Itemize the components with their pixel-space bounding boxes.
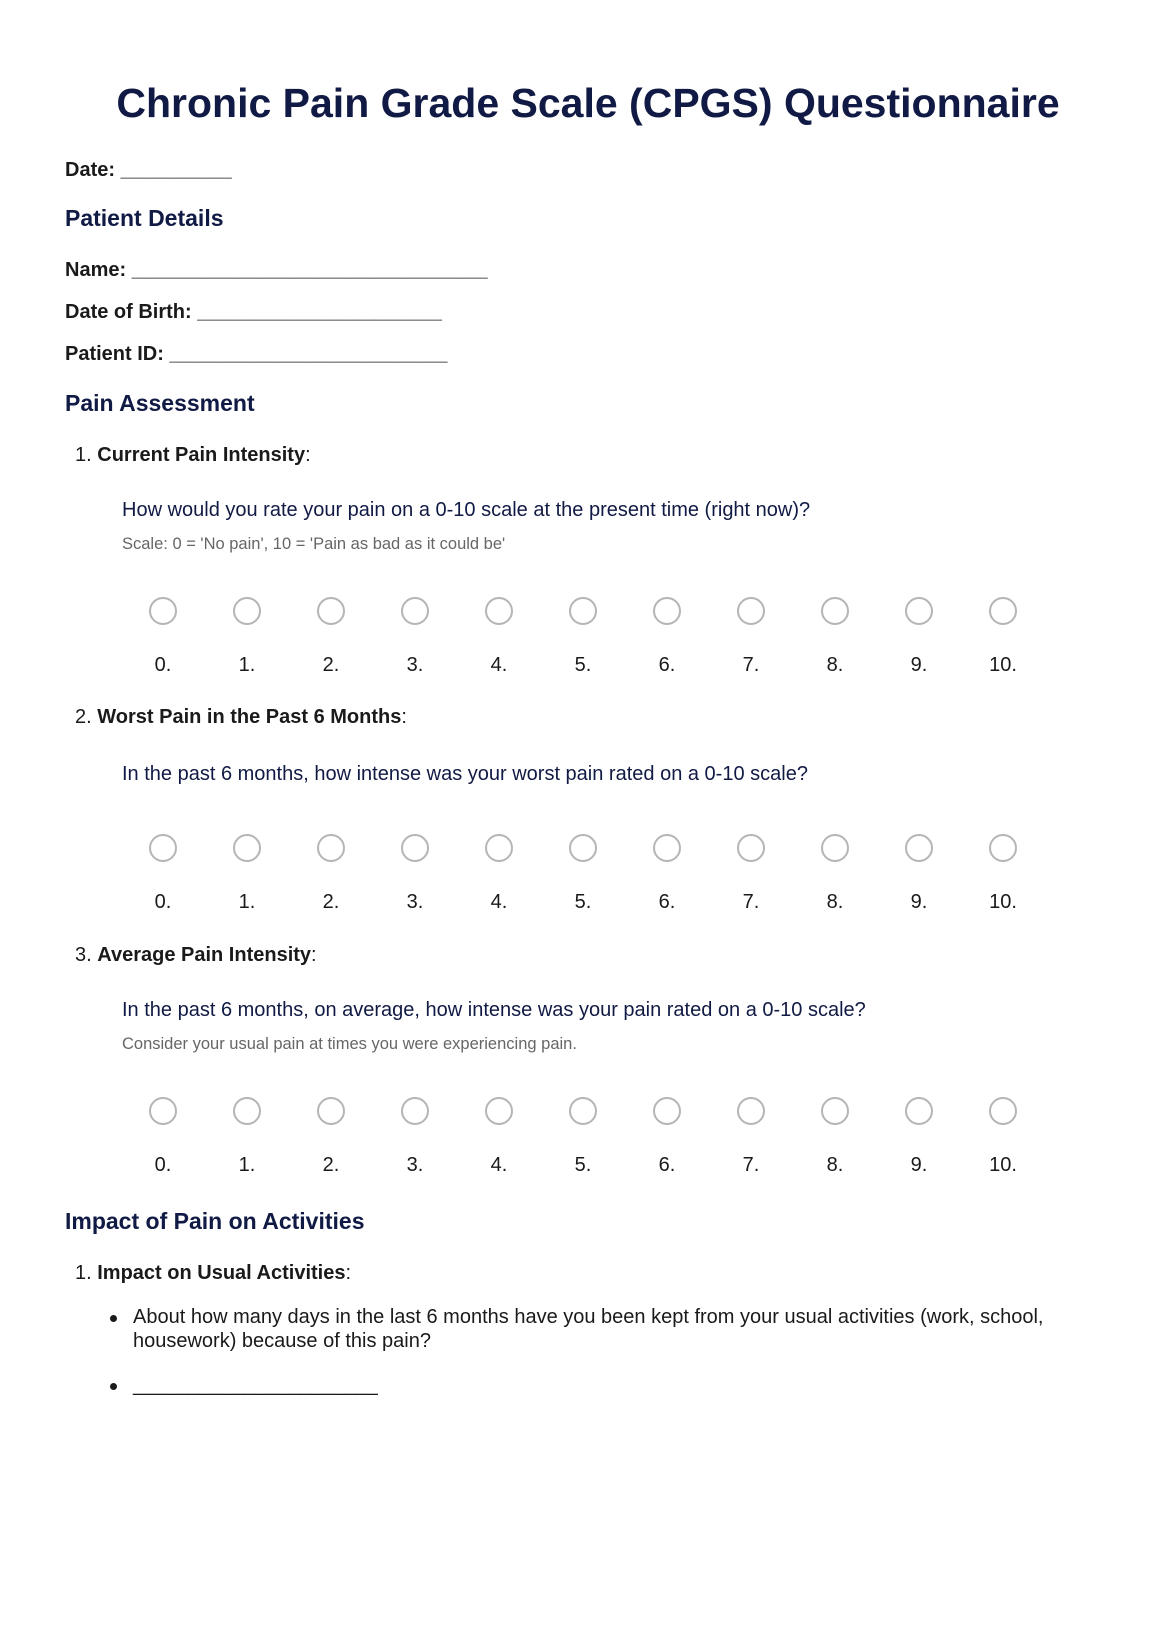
rating-label: 1. xyxy=(238,891,256,913)
radio-circle-icon[interactable] xyxy=(233,834,261,862)
question-3-note: Consider your usual pain at times you were experiencing pain. xyxy=(122,1035,577,1053)
radio-circle-icon[interactable] xyxy=(821,597,849,625)
pain-assessment-heading: Pain Assessment xyxy=(65,390,255,416)
radio-circle-icon[interactable] xyxy=(485,834,513,862)
rating-label: 2. xyxy=(322,654,340,676)
rating-option-5[interactable] xyxy=(553,597,613,677)
radio-circle-icon[interactable] xyxy=(401,1097,429,1125)
radio-circle-icon[interactable] xyxy=(317,834,345,862)
rating-label: 7. xyxy=(742,1154,760,1176)
question-2-title: 2. Worst Pain in the Past 6 Months: xyxy=(75,706,407,728)
radio-circle-icon[interactable] xyxy=(233,597,261,625)
rating-label: 6. xyxy=(658,654,676,676)
rating-option-7[interactable] xyxy=(721,834,781,914)
radio-circle-icon[interactable] xyxy=(569,1097,597,1125)
page-title: Chronic Pain Grade Scale (CPGS) Questionnaire xyxy=(116,80,1060,126)
question-2-text: In the past 6 months, how intense was your worst pain rated on a 0-10 scale? xyxy=(122,763,808,785)
question-1-note: Scale: 0 = 'No pain', 10 = 'Pain as bad as it could be' xyxy=(122,535,506,553)
rating-option-0[interactable] xyxy=(133,834,193,914)
radio-circle-icon[interactable] xyxy=(821,834,849,862)
question-3-title: 3. Average Pain Intensity: xyxy=(75,944,317,966)
question-1-scale xyxy=(0,597,1176,697)
rating-label: 8. xyxy=(826,891,844,913)
impact-heading: Impact of Pain on Activities xyxy=(65,1208,365,1234)
radio-circle-icon[interactable] xyxy=(653,1097,681,1125)
radio-circle-icon[interactable] xyxy=(653,597,681,625)
rating-option-10[interactable] xyxy=(973,597,1033,677)
rating-label: 7. xyxy=(742,654,760,676)
rating-option-4[interactable] xyxy=(469,597,529,677)
rating-option-8[interactable] xyxy=(805,834,865,914)
rating-label: 5. xyxy=(574,654,592,676)
rating-label: 9. xyxy=(910,891,928,913)
question-1-text: How would you rate your pain on a 0-10 scale at the present time (right now)? xyxy=(122,499,811,521)
rating-option-8[interactable] xyxy=(805,1097,865,1177)
radio-circle-icon[interactable] xyxy=(401,597,429,625)
radio-circle-icon[interactable] xyxy=(317,597,345,625)
radio-circle-icon[interactable] xyxy=(737,834,765,862)
radio-circle-icon[interactable] xyxy=(485,1097,513,1125)
radio-circle-icon[interactable] xyxy=(149,1097,177,1125)
rating-option-5[interactable] xyxy=(553,1097,613,1177)
bullet-icon xyxy=(110,1315,117,1322)
radio-circle-icon[interactable] xyxy=(653,834,681,862)
dob-field[interactable]: Date of Birth: ______________________ xyxy=(65,301,442,323)
rating-label: 0. xyxy=(154,891,172,913)
impact-days-field[interactable]: ______________________ xyxy=(133,1374,378,1396)
rating-option-0[interactable] xyxy=(133,597,193,677)
rating-label: 4. xyxy=(490,654,508,676)
rating-option-7[interactable] xyxy=(721,1097,781,1177)
rating-label: 2. xyxy=(322,1154,340,1176)
radio-circle-icon[interactable] xyxy=(233,1097,261,1125)
question-2-scale xyxy=(0,834,1176,934)
rating-option-8[interactable] xyxy=(805,597,865,677)
rating-label: 9. xyxy=(910,1154,928,1176)
rating-option-10[interactable] xyxy=(973,1097,1033,1177)
rating-label: 9. xyxy=(910,654,928,676)
rating-label: 5. xyxy=(574,891,592,913)
radio-circle-icon[interactable] xyxy=(989,1097,1017,1125)
rating-option-1[interactable] xyxy=(217,597,277,677)
rating-label: 1. xyxy=(238,1154,256,1176)
rating-label: 10. xyxy=(989,1154,1017,1176)
rating-option-3[interactable] xyxy=(385,834,445,914)
radio-circle-icon[interactable] xyxy=(401,834,429,862)
rating-option-9[interactable] xyxy=(889,1097,949,1177)
rating-option-3[interactable] xyxy=(385,1097,445,1177)
rating-option-2[interactable] xyxy=(301,1097,361,1177)
question-3-text: In the past 6 months, on average, how intense was your pain rated on a 0-10 scale? xyxy=(122,999,866,1021)
rating-label: 0. xyxy=(154,1154,172,1176)
radio-circle-icon[interactable] xyxy=(989,597,1017,625)
rating-option-7[interactable] xyxy=(721,597,781,677)
rating-option-2[interactable] xyxy=(301,597,361,677)
patient-id-field[interactable]: Patient ID: _________________________ xyxy=(65,343,448,365)
question-1-title: 1. Current Pain Intensity: xyxy=(75,444,311,466)
bullet-icon xyxy=(110,1383,117,1390)
name-field[interactable]: Name: ________________________________ xyxy=(65,259,488,281)
impact-question: About how many days in the last 6 months have you been kept from your usual activities (work, school, housework) because of this pain? xyxy=(133,1306,1044,1352)
rating-label: 4. xyxy=(490,891,508,913)
rating-option-9[interactable] xyxy=(889,834,949,914)
radio-circle-icon[interactable] xyxy=(569,834,597,862)
radio-circle-icon[interactable] xyxy=(905,834,933,862)
rating-option-1[interactable] xyxy=(217,1097,277,1177)
rating-label: 3. xyxy=(406,1154,424,1176)
rating-label: 1. xyxy=(238,654,256,676)
rating-option-9[interactable] xyxy=(889,597,949,677)
radio-circle-icon[interactable] xyxy=(905,597,933,625)
rating-label: 2. xyxy=(322,891,340,913)
rating-option-4[interactable] xyxy=(469,1097,529,1177)
rating-label: 0. xyxy=(154,654,172,676)
rating-label: 4. xyxy=(490,1154,508,1176)
rating-label: 10. xyxy=(989,654,1017,676)
rating-option-6[interactable] xyxy=(637,834,697,914)
rating-option-0[interactable] xyxy=(133,1097,193,1177)
radio-circle-icon[interactable] xyxy=(149,597,177,625)
rating-option-10[interactable] xyxy=(973,834,1033,914)
radio-circle-icon[interactable] xyxy=(905,1097,933,1125)
radio-circle-icon[interactable] xyxy=(569,597,597,625)
radio-circle-icon[interactable] xyxy=(821,1097,849,1125)
rating-label: 10. xyxy=(989,891,1017,913)
impact-item-title: 1. Impact on Usual Activities: xyxy=(75,1262,352,1284)
patient-details-heading: Patient Details xyxy=(65,205,224,231)
rating-label: 3. xyxy=(406,654,424,676)
radio-circle-icon[interactable] xyxy=(737,1097,765,1125)
date-field[interactable]: Date: __________ xyxy=(65,159,232,181)
rating-option-1[interactable] xyxy=(217,834,277,914)
rating-option-3[interactable] xyxy=(385,597,445,677)
rating-option-5[interactable] xyxy=(553,834,613,914)
rating-label: 6. xyxy=(658,1154,676,1176)
rating-label: 3. xyxy=(406,891,424,913)
rating-option-2[interactable] xyxy=(301,834,361,914)
rating-label: 7. xyxy=(742,891,760,913)
radio-circle-icon[interactable] xyxy=(989,834,1017,862)
radio-circle-icon[interactable] xyxy=(737,597,765,625)
rating-label: 6. xyxy=(658,891,676,913)
radio-circle-icon[interactable] xyxy=(149,834,177,862)
radio-circle-icon[interactable] xyxy=(317,1097,345,1125)
rating-label: 8. xyxy=(826,654,844,676)
rating-option-4[interactable] xyxy=(469,834,529,914)
radio-circle-icon[interactable] xyxy=(485,597,513,625)
question-3-scale xyxy=(0,1097,1176,1197)
rating-option-6[interactable] xyxy=(637,1097,697,1177)
rating-option-6[interactable] xyxy=(637,597,697,677)
rating-label: 5. xyxy=(574,1154,592,1176)
rating-label: 8. xyxy=(826,1154,844,1176)
